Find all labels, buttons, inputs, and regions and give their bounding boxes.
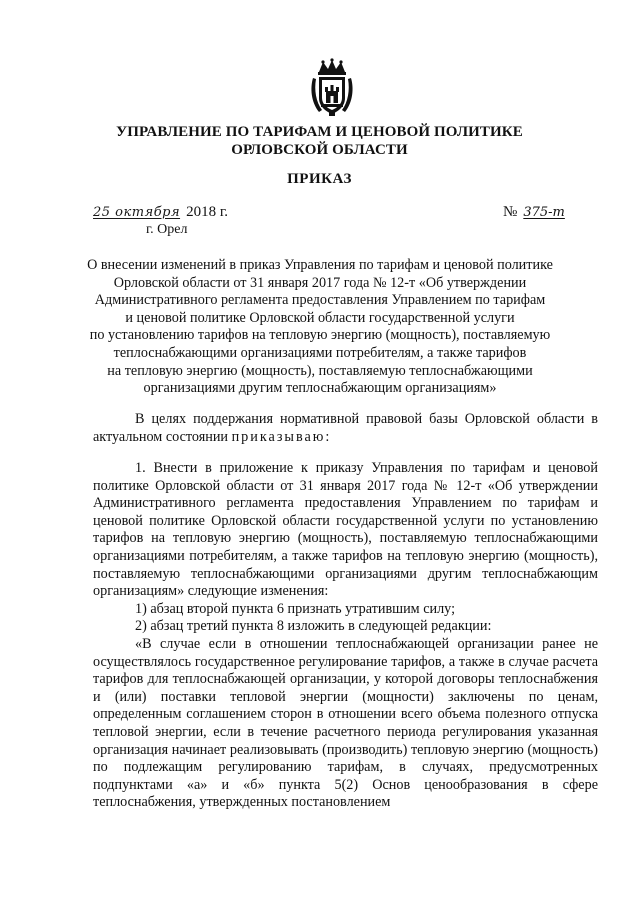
order-keyword: приказываю:	[231, 428, 332, 445]
quoted-amendment: «В случае если в отношении теплоснабжающей организации ранее не осуществлялось государственное регулирование тарифов, а также в случае расчета тарифов для теплоснабжающей организации, у которой договоры теплоснабжения и (или) поставки тепловой энергии (мощности) заключены по ценам, определенным соглашением сторон в отношении всего объема полезного отпуска тепловой энергии, если в течение расчетного периода регулирования указанная организация начинает реализовывать (производить) тепловую энергию (мощность) по подлежащим регулированию тарифам, в случаях, предусмотренных подпунктами «а» и «б» пункта 5(2) Основ ценообразования в сфере теплоснабжения, утвержденных постановлением	[93, 635, 598, 811]
subject-line: теплоснабжающими организациями потребителям, а также тарифов	[113, 344, 527, 361]
order-number	[503, 204, 565, 221]
subject-line: по установлению тарифов на тепловую энергию (мощность), поставляемую	[89, 327, 551, 344]
preamble-paragraph	[93, 411, 598, 446]
preamble-text: В целях поддержания нормативной правовой базы Орловской области в актуальном состоянии	[93, 411, 598, 445]
organization-name-line-1: УПРАВЛЕНИЕ ПО ТАРИФАМ И ЦЕНОВОЙ ПОЛИТИКЕ	[116, 124, 523, 140]
coat-of-arms-emblem	[309, 58, 355, 118]
city-label: г. Орел	[146, 222, 188, 237]
organization-name-line-2: ОРЛОВСКОЙ ОБЛАСТИ	[231, 142, 408, 158]
subject-line: организациями другим теплоснабжающим организациям»	[143, 380, 497, 397]
order-item-1-1: 1) абзац второй пункта 6 признать утратившим силу;	[135, 600, 456, 617]
order-date	[93, 204, 228, 221]
order-subject	[70, 257, 570, 398]
handwritten-number: 375-т	[523, 205, 565, 220]
document-type-title: ПРИКАЗ	[287, 171, 352, 187]
number-sign: №	[503, 204, 518, 220]
order-year: 2018 г.	[186, 204, 229, 220]
subject-line: на тепловую энергию (мощность), поставляемую теплоснабжающими	[107, 362, 533, 379]
order-items	[93, 460, 598, 812]
order-item-1-2: 2) абзац третий пункта 8 изложить в следующей редакции:	[135, 618, 492, 635]
organization-name	[60, 123, 579, 159]
subject-line: и ценовой политике Орловской области государственной услуги	[125, 309, 515, 326]
handwritten-date: 25 октября	[93, 205, 181, 220]
subject-line: О внесении изменений в приказ Управления по тарифам и ценовой политике	[87, 257, 553, 273]
subject-line: Административного регламента предоставления Управлением по тарифам	[94, 292, 546, 309]
subject-line: Орловской области от 31 января 2017 года № 12-т «Об утверждении	[113, 274, 527, 291]
order-item-1: 1. Внести в приложение к приказу Управления по тарифам и ценовой политике Орловской области от 31 января 2017 года № 12-т «Об утверждении Административного регламента предоставления Управлением по тарифам и ценовой политике Орловской области государственной услуги по установлению тарифов на тепловую энергию (мощность), поставляемую теплоснабжающими организациями потребителям, а также тарифов на тепловую энергию (мощность), поставляемую теплоснабжающими организациями другим теплоснабжающим организациям» следующие изменения:	[93, 460, 598, 600]
